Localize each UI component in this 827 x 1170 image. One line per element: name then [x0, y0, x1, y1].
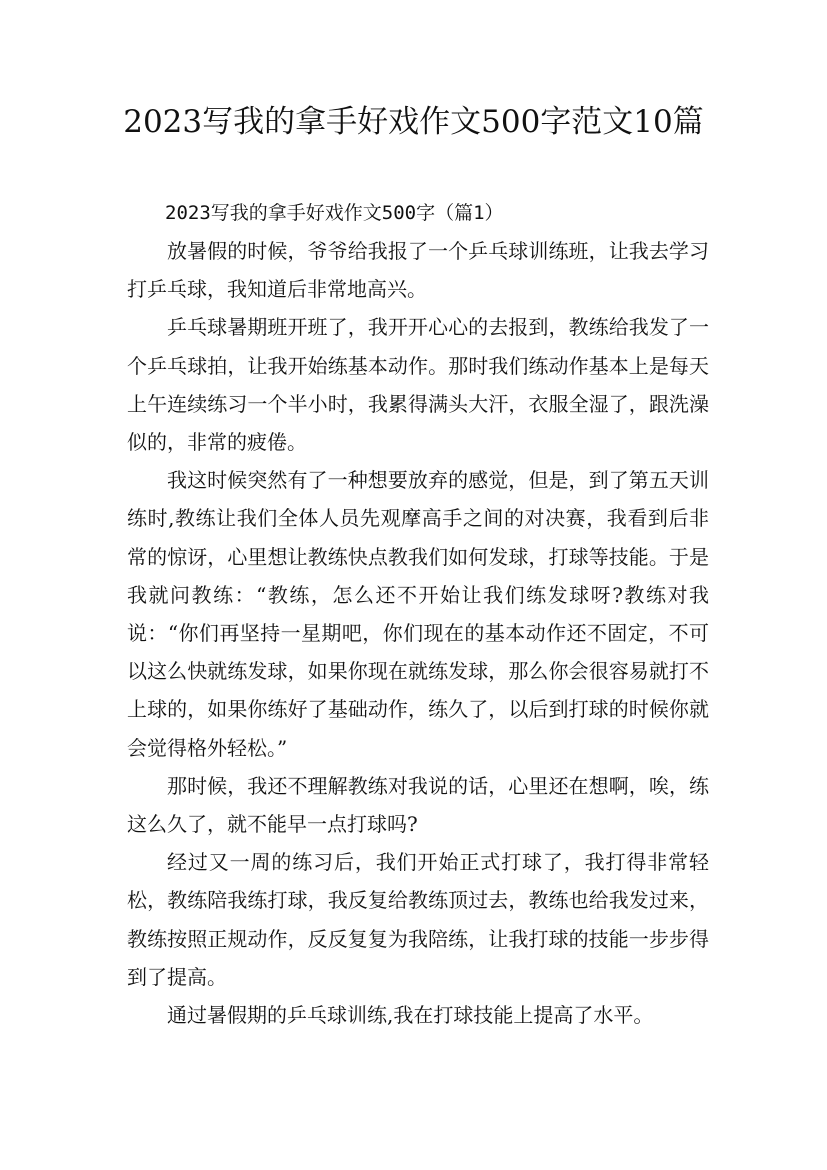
paragraph-2: 乒乓球暑期班开班了，我开开心心的去报到，教练给我发了一个乒乓球拍，让我开始练基本动作。那时我们练动作基本上是每天上午连续练习一个半小时，我累得满头大汗，衣服全湿了，跟洗澡似的，非常的疲倦。 [127, 315, 709, 455]
document-title: 2023写我的拿手好戏作文500字范文10篇 [123, 104, 704, 140]
paragraph-1: 放暑假的时候，爷爷给我报了一个乒乓球训练班，让我去学习打乒乓球，我知道后非常地高兴。 [127, 239, 709, 302]
document-body [127, 194, 709, 1034]
paragraph-5: 经过又一周的练习后，我们开始正式打球了，我打得非常轻松，教练陪我练打球，我反复给教练顶过去，教练也给我发过来，教练按照正规动作，反反复复为我陪练，让我打球的技能一步步得到了提高。 [127, 850, 709, 989]
paragraph-6: 通过暑假期的乒乓球训练,我在打球技能上提高了水平。 [167, 1003, 654, 1028]
essay-subtitle: 2023写我的拿手好戏作文500字（篇1） [165, 202, 504, 224]
paragraph-4: 那时候，我还不理解教练对我说的话，心里还在想啊，唉，练这么久了，就不能早一点打球吗? [127, 773, 709, 837]
paragraph-3: 我这时候突然有了一种想要放弃的感觉，但是，到了第五天训练时,教练让我们全体人员先观摩高手之间的对决赛，我看到后非常的惊讶，心里想让教练快点教我们如何发球，打球等技能。于是我就问教练：“教练，怎么还不开始让我们练发球呀?教练对我说：“你们再坚持一星期吧，你们现在的基本动作还不固定，不可以这么快就练发球，如果你现在就练发球，那么你会很容易就打不上球的，如果你练好了基础动作，练久了，以后到打球的时候你就会觉得格外轻松。” [127, 468, 709, 760]
